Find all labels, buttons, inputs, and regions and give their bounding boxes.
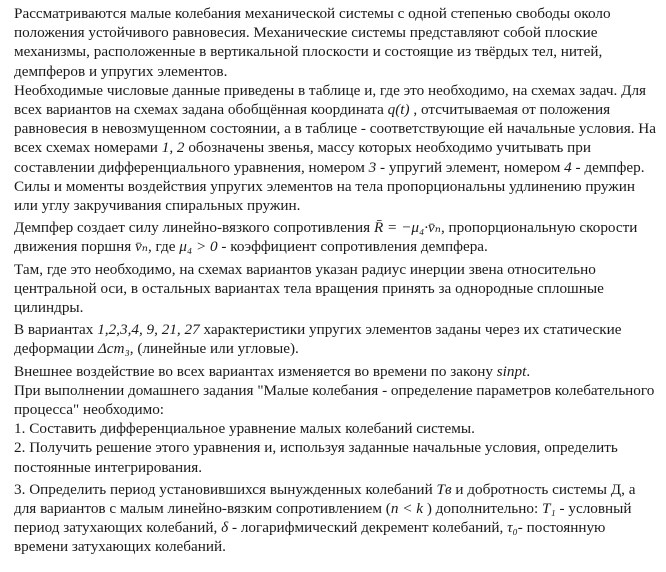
text: ) дополнительно: xyxy=(423,500,542,518)
paragraph-numeric-data xyxy=(14,81,658,177)
formula-mu: μ₄ > 0 xyxy=(179,238,218,256)
tau-symbol: τ₀ xyxy=(507,519,518,537)
text: . xyxy=(526,362,531,380)
text: характеристики упругих элементов заданы через их статические деформации xyxy=(14,321,622,358)
formula-velocity: v̄ₙ xyxy=(135,238,148,256)
variant-numbers: 1,2,3,4, 9, 21, 27 xyxy=(97,321,200,339)
coordinate-q: q(t) xyxy=(387,101,410,119)
text: , отсчитываемая от положения равновесия в невозмущенном состоянии, а в таблице - соответствующие ей начальные условия. На всех схемах номерами xyxy=(14,101,657,157)
text: 3. Определить период установившихся вынужденных колебаний xyxy=(14,480,437,498)
period-t1: T₁ xyxy=(541,500,556,518)
paragraph-task-intro: При выполнении домашнего задания "Малые колебания - определение параметров колебательного процесса" необходимо: xyxy=(14,381,655,419)
number-4: 4 xyxy=(564,158,572,176)
task-item-1: 1. Составить дифференциальное уравнение малых колебаний системы. xyxy=(14,420,475,438)
task-item-2: 2. Получить решение этого уравнения и, используя заданные начальные условия, определить постоянные интегрирования. xyxy=(14,439,618,476)
formula-static-deformation: Δст₃ xyxy=(97,340,130,358)
period-tv: Tв xyxy=(436,480,452,498)
task-item-3 xyxy=(14,480,658,557)
text: , (линейные или угловые). xyxy=(129,340,299,358)
paragraph-elastic-forces: Силы и моменты воздействия упругих элементов на тела пропорциональны удлинению пружин или углу закручивания спиральных пружин. xyxy=(14,177,636,215)
paragraph-inertia-radius: Там, где это необходимо, на схемах вариантов указан радиус инерции звена относительно центральной оси, в остальных вариантах тела вращения принять за однородные сплошные цилиндры. xyxy=(14,260,604,317)
law-sinpt: sinpt xyxy=(496,362,527,380)
text: - постоянную времени затухающих колебаний. xyxy=(14,519,606,556)
text: - логарифмический декремент колебаний, xyxy=(228,519,508,537)
paragraph-intro: Рассматриваются малые колебания механической системы с одной степенью свободы около положения устойчивого равновесия. Механические системы представляют собой плоские механизмы, расположенные в вертикальной плоскости и состоящие из твёрдых тел, нитей, демпферов и упругих элементов. xyxy=(14,5,611,80)
text: , пропорциональную скорости движения поршня xyxy=(14,219,638,256)
text: Демпфер создает силу линейно-вязкого сопротивления xyxy=(14,219,374,237)
text: обозначены звенья, массу которых необходимо учитывать при составлении дифференциального уравнения, номером xyxy=(14,139,591,176)
delta-symbol: δ xyxy=(221,519,229,537)
condition-n-k: n < k xyxy=(390,500,424,518)
text: - условный период затухающих колебаний, xyxy=(14,500,632,537)
text: Внешнее воздействие во всех вариантах изменяется во времени по закону xyxy=(14,362,497,380)
text: В вариантах xyxy=(14,321,98,339)
paragraph-variants xyxy=(14,320,658,358)
paragraph-external-action xyxy=(14,362,658,381)
number-3: 3 xyxy=(368,158,377,176)
text: Необходимые числовые данные приведены в таблице и, где это необходимо, на схемах задач. Для всех вариантов на схемах задана обобщённая координата xyxy=(14,81,647,119)
text: - демпфер. xyxy=(571,158,645,176)
text: , где xyxy=(147,238,180,256)
text: и добротность системы Д, а для вариантов с малым линейно-вязким сопротивлением ( xyxy=(14,480,636,518)
formula-resistance: R̄ = −μ₄·v̄ₙ xyxy=(373,219,441,237)
text: - коэффициент сопротивления демпфера. xyxy=(217,238,488,256)
numbers-1-2: 1, 2 xyxy=(161,139,185,157)
text: - упругий элемент, номером xyxy=(376,158,565,176)
paragraph-damper xyxy=(14,218,658,256)
